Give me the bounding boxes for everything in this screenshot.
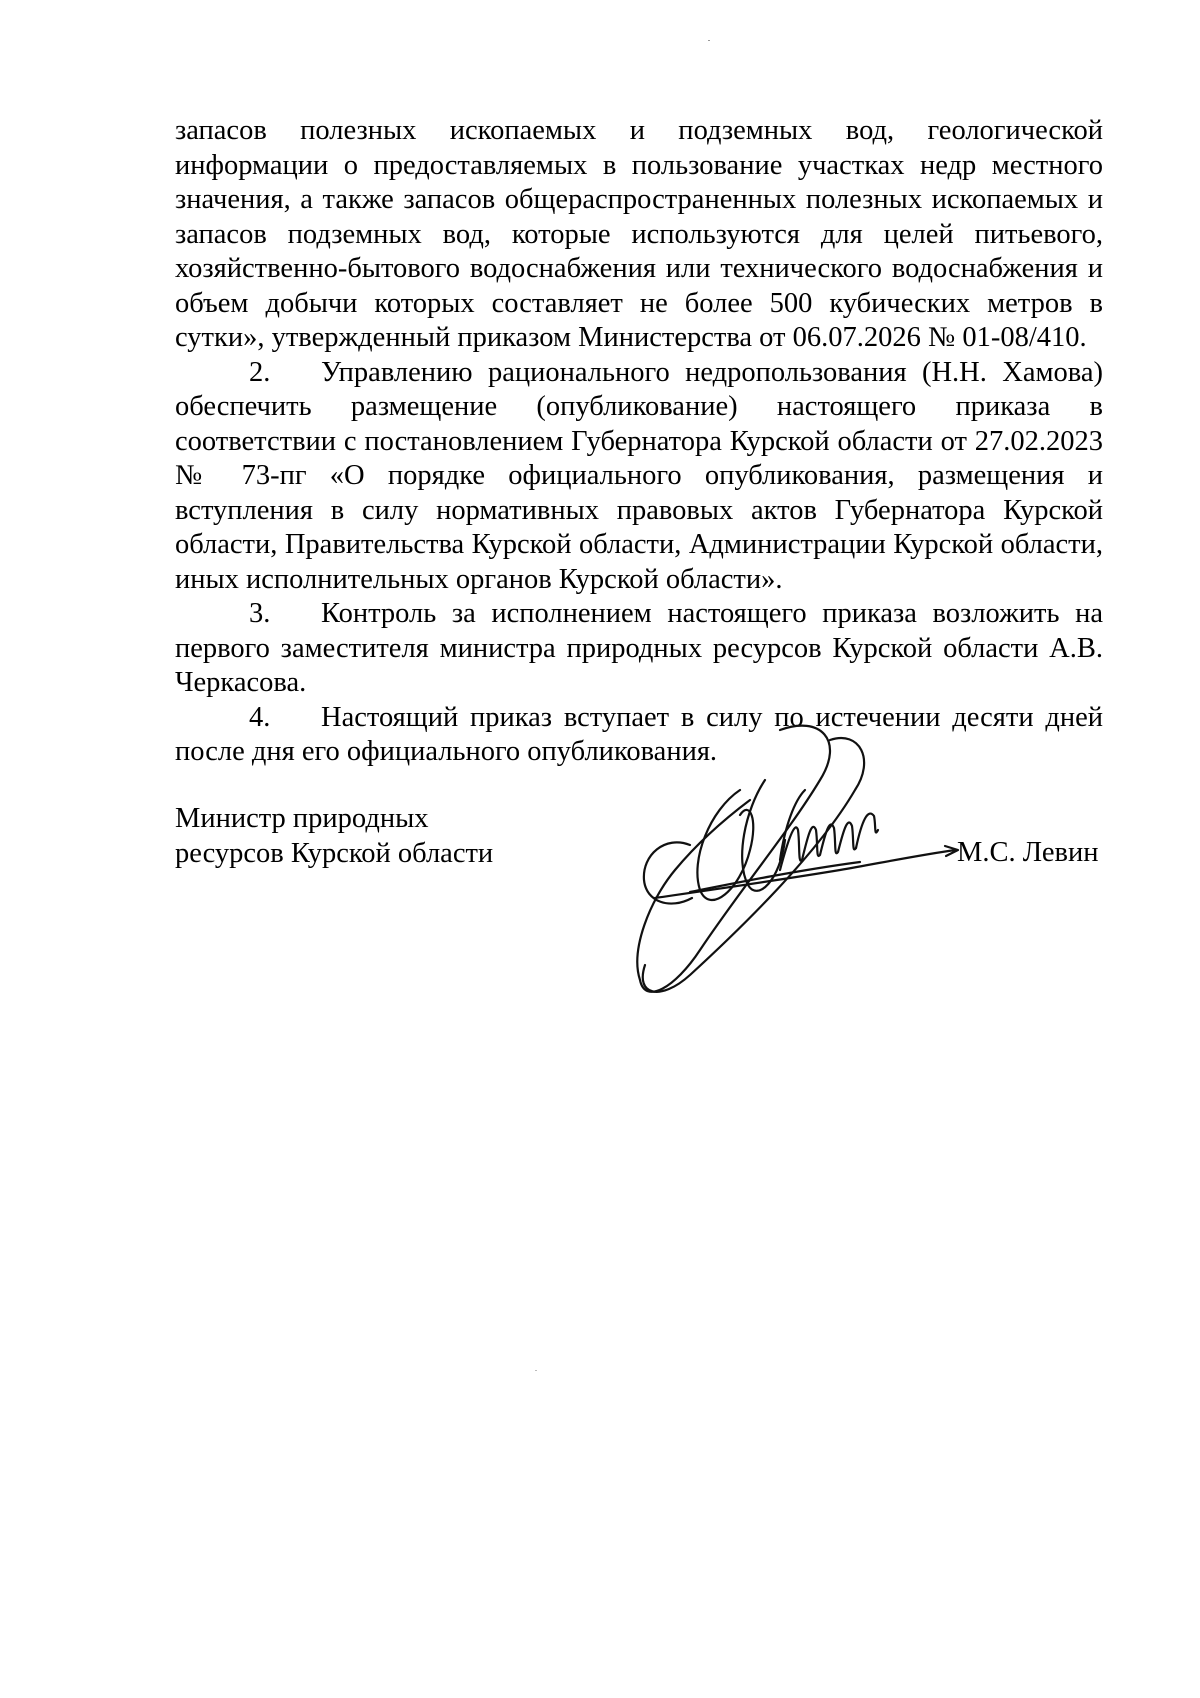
item-3-text: Контроль за исполнением настоящего приказа возложить на первого заместителя министра природных ресурсов Курской области А.В. Черкасова.	[175, 598, 1103, 698]
item-2-number: 2.	[249, 356, 271, 388]
signer-name: М.С. Левин	[957, 837, 1099, 868]
document-body	[175, 114, 1103, 770]
item-4-number: 4.	[249, 701, 271, 733]
scan-speck	[708, 40, 710, 41]
item-2-paragraph	[175, 356, 1103, 598]
item-3-paragraph	[175, 597, 1103, 701]
position-line-2: ресурсов Курской области	[175, 837, 494, 869]
scan-speck	[535, 1370, 537, 1371]
item-3-number: 3.	[249, 598, 271, 629]
continuation-paragraph: запасов полезных ископаемых и подземных вод, геологической информации о предоставляемых в пользование участках недр местного значения, а также запасов общераспространенных полезных ископаемых и запасов подземных вод, которые используются для целей питьевого, хозяйственно-бытового водоснабжения или технического водоснабжения и объем добычи которых составляет не более 500 кубических метров в сутки», утвержденный приказом Министерства от 06.07.2026 № 01-08/410.	[175, 115, 1103, 353]
item-4-text: Настоящий приказ вступает в силу по истечении десяти дней после дня его официального опубликования.	[175, 701, 1103, 767]
signatory-position	[175, 802, 493, 871]
handwritten-signature	[630, 720, 960, 1020]
position-line-1: Министр природных	[175, 803, 429, 834]
item-2-text: Управлению рационального недропользования (Н.Н. Хамова) обеспечить размещение (опубликование) настоящего приказа в соответствии с постановлением Губернатора Курской области от 27.02.2023 № 73-пг «О порядке официального опубликования, размещения и вступления в силу нормативных правовых актов Губернатора Курской области, Правительства Курской области, Администрации Курской области, иных исполнительных органов Курской области».	[175, 356, 1103, 595]
